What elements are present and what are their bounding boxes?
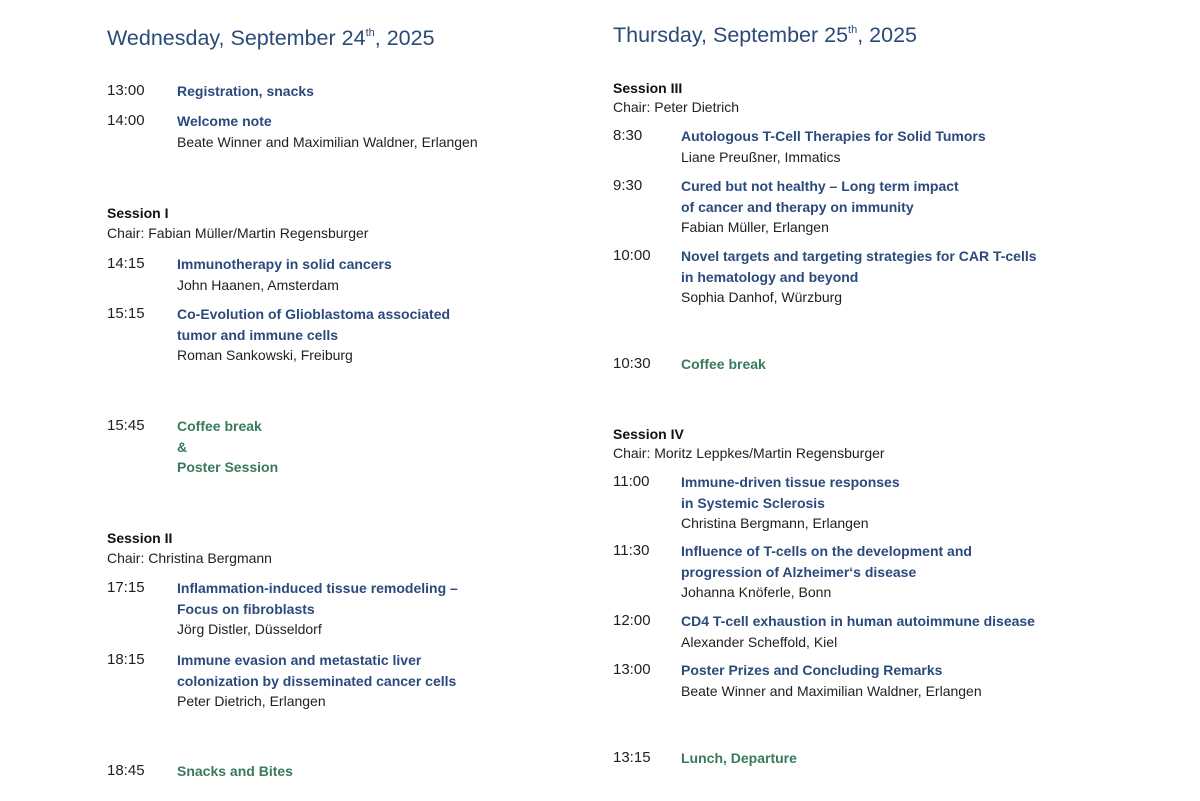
entry-time: 11:30 [613, 542, 650, 559]
entry-time: 9:30 [613, 177, 643, 194]
entry-title: Autologous T-Cell Therapies for Solid Tumors [681, 128, 986, 144]
break-entry [107, 761, 293, 782]
entry-time: 8:30 [613, 127, 643, 144]
entry-title: Immune evasion and metastatic liver colonization by disseminated cancer cells [177, 652, 457, 689]
schedule-entry [107, 650, 456, 712]
entry-time: 17:15 [107, 579, 145, 596]
schedule-entry [107, 111, 478, 152]
entry-title: Welcome note [177, 113, 272, 129]
entry-speaker: Liane Preußner, Immatics [681, 148, 841, 165]
session-chair: Chair: Peter Dietrich [613, 99, 740, 115]
entry-time: 15:45 [107, 417, 145, 434]
day2-title: Thursday, September 25th, 2025 [613, 23, 917, 47]
schedule-entry [613, 611, 1035, 652]
entry-time: 11:00 [613, 473, 650, 490]
entry-title: Inflammation-induced tissue remodeling – Focus on fibroblasts [177, 580, 458, 617]
schedule-entry [613, 472, 900, 534]
entry-speaker: Peter Dietrich, Erlangen [177, 693, 326, 709]
break-entry [613, 748, 797, 769]
session-chair: Chair: Moritz Leppkes/Martin Regensburger [613, 445, 885, 461]
entry-speaker: Beate Winner and Maximilian Waldner, Erlangen [177, 133, 478, 150]
break-entry [107, 416, 278, 478]
entry-title: Immune-driven tissue responses in Systemic Sclerosis [681, 474, 900, 511]
day1-title: Wednesday, September 24th, 2025 [107, 26, 435, 50]
entry-title: Cured but not healthy – Long term impact of cancer and therapy on immunity [681, 178, 959, 215]
entry-title: Novel targets and targeting strategies for CAR T-cells in hematology and beyond [681, 248, 1037, 285]
schedule-entry [107, 254, 392, 295]
entry-time: 15:15 [107, 305, 145, 322]
entry-title: CD4 T-cell exhaustion in human autoimmune disease [681, 613, 1035, 629]
session-label: Session IV [613, 426, 684, 442]
schedule-entry [107, 578, 458, 640]
break-title: Lunch, Departure [681, 750, 797, 766]
schedule-entry [107, 81, 314, 102]
schedule-entry [613, 176, 959, 238]
entry-title: Poster Prizes and Concluding Remarks [681, 662, 943, 678]
entry-speaker: Beate Winner and Maximilian Waldner, Erlangen [681, 682, 982, 699]
entry-time: 12:00 [613, 612, 651, 629]
entry-time: 18:15 [107, 651, 145, 668]
entry-speaker: Jörg Distler, Düsseldorf [177, 621, 322, 637]
session-label: Session I [107, 205, 169, 221]
entry-time: 14:15 [107, 255, 145, 272]
entry-title: Influence of T-cells on the development and progression of Alzheimer‘s disease [681, 543, 972, 580]
schedule-entry [613, 126, 986, 167]
break-title: Coffee break & Poster Session [177, 418, 279, 475]
session-label: Session II [107, 530, 173, 546]
entry-speaker: Christina Bergmann, Erlangen [681, 515, 869, 531]
schedule-entry [613, 246, 1037, 308]
entry-title: Immunotherapy in solid cancers [177, 256, 392, 272]
entry-time: 13:15 [613, 749, 651, 766]
entry-speaker: John Haanen, Amsterdam [177, 276, 339, 293]
session-chair: Chair: Fabian Müller/Martin Regensburger [107, 225, 369, 241]
schedule-entry [613, 541, 972, 603]
entry-speaker: Johanna Knöferle, Bonn [681, 584, 832, 600]
entry-speaker: Fabian Müller, Erlangen [681, 219, 829, 235]
break-title: Coffee break [681, 356, 766, 372]
break-entry [613, 354, 766, 375]
session-chair: Chair: Christina Bergmann [107, 550, 272, 566]
entry-time: 10:30 [613, 355, 651, 372]
entry-time: 13:00 [107, 82, 145, 99]
schedule-entry [613, 660, 982, 701]
break-title: Snacks and Bites [177, 763, 293, 779]
entry-title: Registration, snacks [177, 83, 314, 99]
entry-speaker: Roman Sankowski, Freiburg [177, 347, 353, 363]
entry-time: 10:00 [613, 247, 651, 264]
session-label: Session III [613, 80, 683, 96]
schedule-entry [107, 304, 450, 366]
entry-title: Co-Evolution of Glioblastoma associated tumor and immune cells [177, 306, 451, 343]
entry-speaker: Sophia Danhof, Würzburg [681, 289, 843, 305]
entry-time: 13:00 [613, 661, 651, 678]
entry-time: 14:00 [107, 112, 145, 129]
entry-time: 18:45 [107, 762, 145, 779]
entry-speaker: Alexander Scheffold, Kiel [681, 633, 838, 650]
